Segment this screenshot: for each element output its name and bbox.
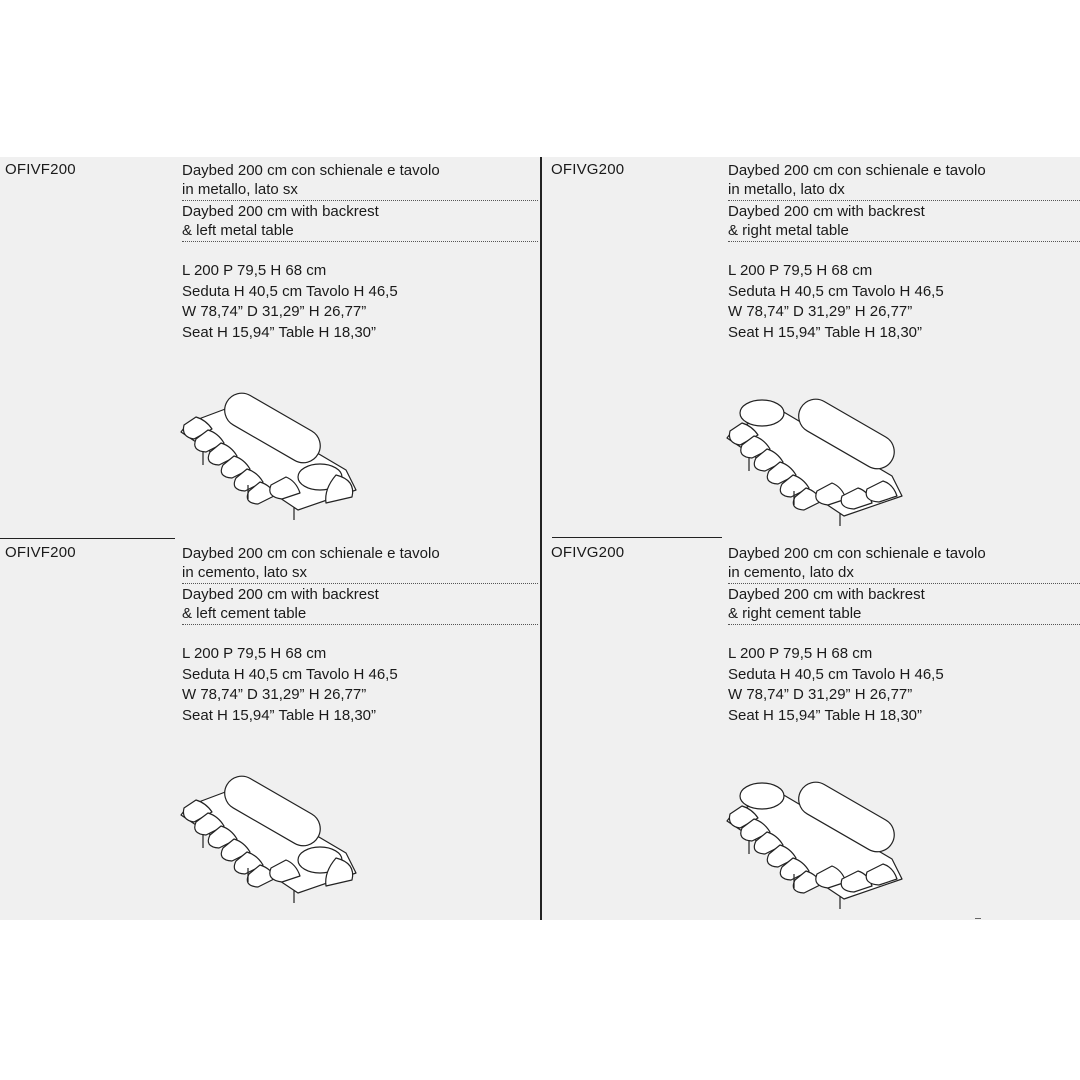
edge-mark — [975, 918, 981, 919]
description-italian: Daybed 200 cm con schienale e tavolo in cemento, lato dx — [728, 544, 1080, 584]
daybed-left-table-icon — [176, 768, 366, 903]
product-cell — [546, 157, 1080, 539]
product-info — [182, 544, 538, 726]
description-italian: Daybed 200 cm con schienale e tavolo in metallo, lato sx — [182, 161, 538, 201]
product-code: OFIVF200 — [5, 544, 76, 561]
daybed-right-table-icon — [722, 774, 912, 909]
description-italian: Daybed 200 cm con schienale e tavolo in metallo, lato dx — [728, 161, 1080, 201]
column-divider — [540, 157, 542, 920]
description-english: Daybed 200 cm with backrest & left metal table — [182, 202, 538, 242]
dimensions: L 200 P 79,5 H 68 cm Seduta H 40,5 cm Tavolo H 46,5 W 78,74” D 31,29” H 26,77” Seat H 15,94” Table H 18,30” — [182, 262, 398, 341]
product-info — [728, 544, 1080, 726]
description-english: Daybed 200 cm with backrest & left cement table — [182, 585, 538, 625]
dimensions: L 200 P 79,5 H 68 cm Seduta H 40,5 cm Tavolo H 46,5 W 78,74” D 31,29” H 26,77” Seat H 15,94” Table H 18,30” — [182, 645, 398, 724]
daybed-right-table-icon — [722, 391, 912, 526]
dimensions: L 200 P 79,5 H 68 cm Seduta H 40,5 cm Tavolo H 46,5 W 78,74” D 31,29” H 26,77” Seat H 15,94” Table H 18,30” — [728, 262, 944, 341]
product-cell — [0, 157, 540, 539]
product-cell — [0, 540, 540, 922]
product-code: OFIVF200 — [5, 161, 76, 178]
product-cell — [546, 540, 1080, 922]
daybed-left-table-icon — [176, 385, 366, 520]
description-english: Daybed 200 cm with backrest & right cement table — [728, 585, 1080, 625]
product-info — [728, 161, 1080, 343]
product-info — [182, 161, 538, 343]
product-code: OFIVG200 — [551, 161, 625, 178]
product-code: OFIVG200 — [551, 544, 625, 561]
dimensions: L 200 P 79,5 H 68 cm Seduta H 40,5 cm Tavolo H 46,5 W 78,74” D 31,29” H 26,77” Seat H 15,94” Table H 18,30” — [728, 645, 944, 724]
description-english: Daybed 200 cm with backrest & right metal table — [728, 202, 1080, 242]
description-italian: Daybed 200 cm con schienale e tavolo in cemento, lato sx — [182, 544, 538, 584]
